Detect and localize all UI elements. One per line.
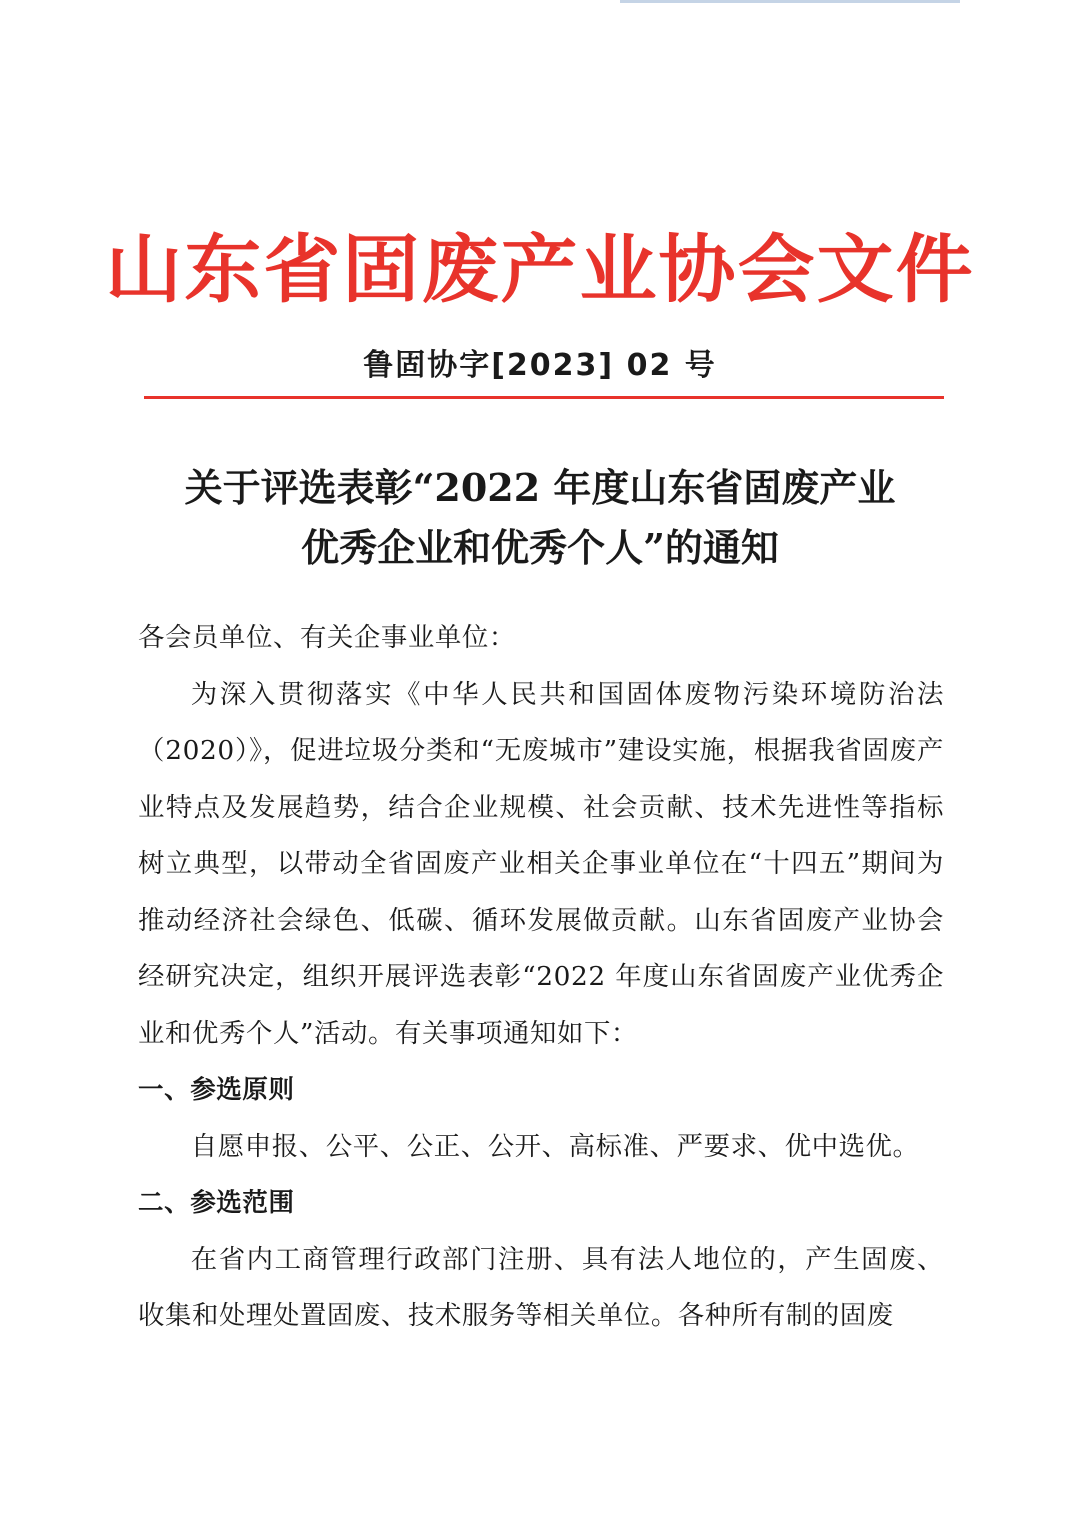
organization-header: 山东省固废产业协会文件 bbox=[105, 227, 975, 313]
scan-edge-mark bbox=[620, 0, 960, 3]
section-2-heading: 二、参选范围 bbox=[138, 1188, 295, 1218]
title-line-2: 优秀企业和优秀个人”的通知 bbox=[301, 525, 779, 570]
title-line-1: 关于评选表彰“2022 年度山东省固废产业 bbox=[184, 465, 896, 510]
document-title bbox=[0, 458, 1080, 578]
section-1-text: 自愿申报、公平、公正、公开、高标准、严要求、优中选优。 bbox=[190, 1130, 920, 1162]
document-number: 鲁固协字[2023] 02 号 bbox=[363, 348, 717, 383]
header-divider bbox=[144, 396, 944, 399]
section-2-text: 在省内工商管理行政部门注册、具有法人地位的，产生固废、收集和处理处置固废、技术服务等相关单位。各种所有制的固废 bbox=[138, 1243, 944, 1331]
salutation: 各会员单位、有关企事业单位： bbox=[138, 622, 516, 653]
document-body bbox=[138, 610, 944, 1345]
intro-paragraph: 为深入贯彻落实《中华人民共和国固体废物污染环境防治法（2020）》，促进垃圾分类和“无废城市”建设实施，根据我省固废产业特点及发展趋势，结合企业规模、社会贡献、技术先进性等指标树立典型，以带动全省固废产业相关企事业单位在“十四五”期间为推动经济社会绿色、低碳、循环发展做贡献。山东省固废产业协会经研究决定，组织开展评选表彰“2022 年度山东省固废产业优秀企业和优秀个人”活动。有关事项通知如下： bbox=[138, 678, 944, 1049]
section-1-heading: 一、参选原则 bbox=[138, 1075, 295, 1105]
